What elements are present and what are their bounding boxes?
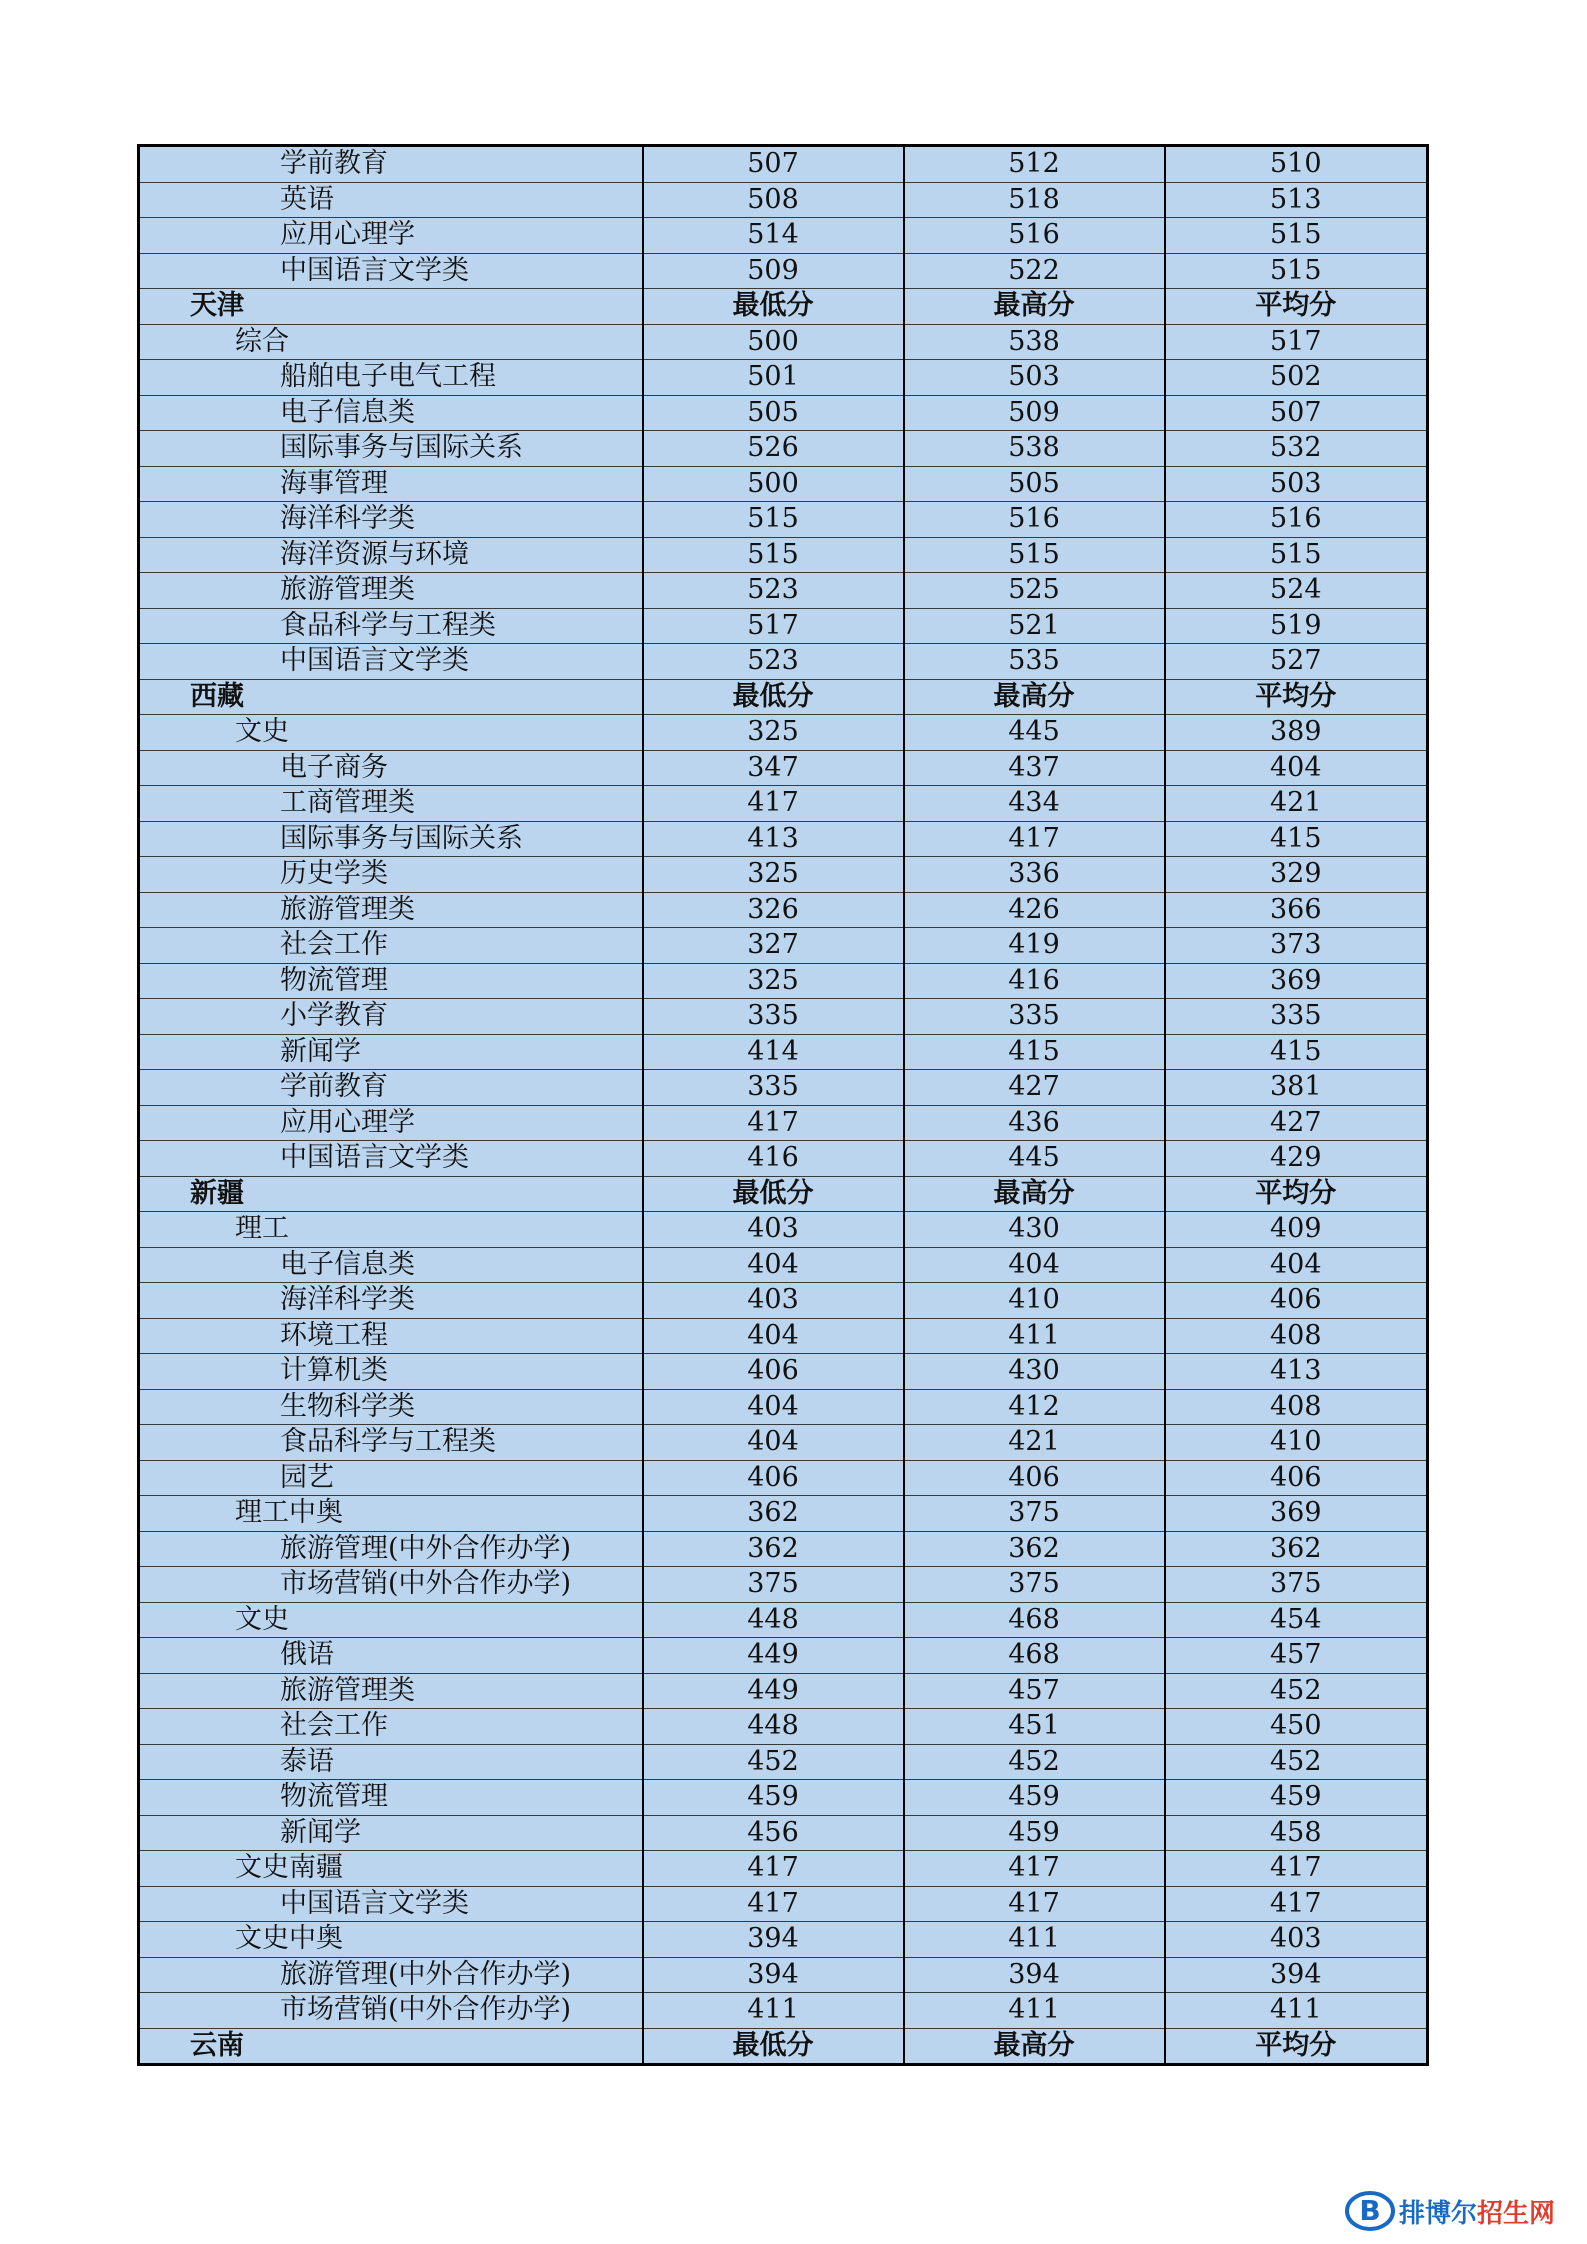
avg-score-cell: 532 (1165, 431, 1428, 467)
avg-score-cell: 415 (1165, 1034, 1428, 1070)
table-row (139, 1957, 1428, 1993)
max-score-cell: 538 (904, 431, 1165, 467)
avg-score-cell: 516 (1165, 502, 1428, 538)
avg-score-cell: 411 (1165, 1993, 1428, 2029)
avg-score-cell: 404 (1165, 1247, 1428, 1283)
table-row (139, 821, 1428, 857)
max-score-cell: 505 (904, 466, 1165, 502)
min-score-cell: 335 (643, 1070, 904, 1106)
avg-score-cell: 404 (1165, 750, 1428, 786)
table-row (139, 1354, 1428, 1390)
max-score-cell: 503 (904, 360, 1165, 396)
row-name-cell: 学前教育 (139, 146, 643, 183)
row-name-cell: 中国语言文学类 (139, 1141, 643, 1177)
table-row (139, 431, 1428, 467)
avg-score-cell: 515 (1165, 537, 1428, 573)
max-score-cell: 445 (904, 715, 1165, 751)
avg-score-cell: 平均分 (1165, 1176, 1428, 1212)
table-row (139, 1460, 1428, 1496)
max-score-cell: 451 (904, 1709, 1165, 1745)
table-row (139, 1070, 1428, 1106)
avg-score-cell: 429 (1165, 1141, 1428, 1177)
row-name-cell: 电子商务 (139, 750, 643, 786)
table-row (139, 750, 1428, 786)
row-name-cell: 生物科学类 (139, 1389, 643, 1425)
table-row (139, 644, 1428, 680)
max-score-cell: 516 (904, 502, 1165, 538)
avg-score-cell: 394 (1165, 1957, 1428, 1993)
min-score-cell: 505 (643, 395, 904, 431)
avg-score-cell: 450 (1165, 1709, 1428, 1745)
min-score-cell: 509 (643, 253, 904, 289)
table-row (139, 963, 1428, 999)
row-name-cell: 文史中奥 (139, 1922, 643, 1958)
row-name-cell: 海洋资源与环境 (139, 537, 643, 573)
row-name-cell: 园艺 (139, 1460, 643, 1496)
avg-score-cell: 427 (1165, 1105, 1428, 1141)
table-row (139, 1709, 1428, 1745)
row-name-cell: 海洋科学类 (139, 1283, 643, 1319)
avg-score-cell: 406 (1165, 1460, 1428, 1496)
max-score-cell: 412 (904, 1389, 1165, 1425)
min-score-cell: 404 (643, 1318, 904, 1354)
avg-score-cell: 454 (1165, 1602, 1428, 1638)
row-name-cell: 中国语言文学类 (139, 1886, 643, 1922)
table-row (139, 1886, 1428, 1922)
max-score-cell: 468 (904, 1638, 1165, 1674)
brand-logo-icon (1345, 2186, 1395, 2236)
avg-score-cell: 平均分 (1165, 679, 1428, 715)
min-score-cell: 394 (643, 1957, 904, 1993)
max-score-cell: 445 (904, 1141, 1165, 1177)
min-score-cell: 449 (643, 1638, 904, 1674)
max-score-cell: 468 (904, 1602, 1165, 1638)
max-score-cell: 427 (904, 1070, 1165, 1106)
row-name-cell: 新闻学 (139, 1034, 643, 1070)
min-score-cell: 406 (643, 1354, 904, 1390)
avg-score-cell: 375 (1165, 1567, 1428, 1603)
row-name-cell: 电子信息类 (139, 395, 643, 431)
row-name-cell: 旅游管理类 (139, 892, 643, 928)
max-score-cell: 335 (904, 999, 1165, 1035)
avg-score-cell: 510 (1165, 146, 1428, 183)
avg-score-cell: 415 (1165, 821, 1428, 857)
avg-score-cell: 366 (1165, 892, 1428, 928)
row-name-cell: 俄语 (139, 1638, 643, 1674)
row-name-cell: 国际事务与国际关系 (139, 431, 643, 467)
table-row (139, 892, 1428, 928)
min-score-cell: 375 (643, 1567, 904, 1603)
max-score-cell: 最高分 (904, 2028, 1165, 2065)
min-score-cell: 404 (643, 1389, 904, 1425)
max-score-cell: 375 (904, 1567, 1165, 1603)
min-score-cell: 452 (643, 1744, 904, 1780)
row-name-cell: 船舶电子电气工程 (139, 360, 643, 396)
row-name-cell: 历史学类 (139, 857, 643, 893)
avg-score-cell: 362 (1165, 1531, 1428, 1567)
table-row (139, 928, 1428, 964)
max-score-cell: 515 (904, 537, 1165, 573)
min-score-cell: 526 (643, 431, 904, 467)
max-score-cell: 410 (904, 1283, 1165, 1319)
min-score-cell: 515 (643, 502, 904, 538)
min-score-cell: 417 (643, 1886, 904, 1922)
table-row (139, 1247, 1428, 1283)
row-name-cell: 市场营销(中外合作办学) (139, 1567, 643, 1603)
avg-score-cell: 403 (1165, 1922, 1428, 1958)
avg-score-cell: 平均分 (1165, 2028, 1428, 2065)
avg-score-cell: 平均分 (1165, 289, 1428, 325)
min-score-cell: 448 (643, 1602, 904, 1638)
max-score-cell: 417 (904, 821, 1165, 857)
table-row (139, 608, 1428, 644)
max-score-cell: 518 (904, 182, 1165, 218)
row-name-cell: 市场营销(中外合作办学) (139, 1993, 643, 2029)
row-name-cell: 海事管理 (139, 466, 643, 502)
min-score-cell: 514 (643, 218, 904, 254)
table-row (139, 1993, 1428, 2029)
max-score-cell: 416 (904, 963, 1165, 999)
min-score-cell: 394 (643, 1922, 904, 1958)
max-score-cell: 436 (904, 1105, 1165, 1141)
region-header-row (139, 2028, 1428, 2065)
avg-score-cell: 369 (1165, 963, 1428, 999)
avg-score-cell: 417 (1165, 1851, 1428, 1887)
min-score-cell: 最低分 (643, 2028, 904, 2065)
row-name-cell: 泰语 (139, 1744, 643, 1780)
score-table-body (139, 146, 1428, 2065)
table-row (139, 1531, 1428, 1567)
row-name-cell: 新疆 (139, 1176, 643, 1212)
watermark-text (1399, 2193, 1555, 2230)
max-score-cell: 430 (904, 1354, 1165, 1390)
row-name-cell: 工商管理类 (139, 786, 643, 822)
min-score-cell: 508 (643, 182, 904, 218)
table-row (139, 537, 1428, 573)
table-row (139, 395, 1428, 431)
row-name-cell: 应用心理学 (139, 1105, 643, 1141)
table-row (139, 1141, 1428, 1177)
max-score-cell: 394 (904, 1957, 1165, 1993)
max-score-cell: 459 (904, 1815, 1165, 1851)
watermark-text-accent: 招生网 (1477, 2198, 1556, 2229)
logo-letter: B (1359, 2194, 1381, 2227)
avg-score-cell: 513 (1165, 182, 1428, 218)
min-score-cell: 411 (643, 1993, 904, 2029)
avg-score-cell: 458 (1165, 1815, 1428, 1851)
table-row (139, 146, 1428, 183)
min-score-cell: 500 (643, 324, 904, 360)
max-score-cell: 419 (904, 928, 1165, 964)
max-score-cell: 336 (904, 857, 1165, 893)
avg-score-cell: 502 (1165, 360, 1428, 396)
min-score-cell: 416 (643, 1141, 904, 1177)
min-score-cell: 517 (643, 608, 904, 644)
avg-score-cell: 452 (1165, 1673, 1428, 1709)
max-score-cell: 最高分 (904, 1176, 1165, 1212)
watermark-text-main: 排博尔 (1399, 2198, 1478, 2229)
max-score-cell: 404 (904, 1247, 1165, 1283)
min-score-cell: 404 (643, 1425, 904, 1461)
table-row (139, 1389, 1428, 1425)
row-name-cell: 物流管理 (139, 963, 643, 999)
table-row (139, 1638, 1428, 1674)
min-score-cell: 347 (643, 750, 904, 786)
max-score-cell: 538 (904, 324, 1165, 360)
table-row (139, 1105, 1428, 1141)
min-score-cell: 404 (643, 1247, 904, 1283)
region-header-row (139, 679, 1428, 715)
table-row (139, 857, 1428, 893)
table-row (139, 786, 1428, 822)
row-name-cell: 天津 (139, 289, 643, 325)
min-score-cell: 325 (643, 963, 904, 999)
max-score-cell: 522 (904, 253, 1165, 289)
max-score-cell: 417 (904, 1851, 1165, 1887)
row-name-cell: 西藏 (139, 679, 643, 715)
min-score-cell: 417 (643, 1105, 904, 1141)
row-name-cell: 旅游管理类 (139, 573, 643, 609)
row-name-cell: 社会工作 (139, 1709, 643, 1745)
avg-score-cell: 413 (1165, 1354, 1428, 1390)
min-score-cell: 456 (643, 1815, 904, 1851)
max-score-cell: 512 (904, 146, 1165, 183)
table-row (139, 1744, 1428, 1780)
row-name-cell: 中国语言文学类 (139, 253, 643, 289)
row-name-cell: 国际事务与国际关系 (139, 821, 643, 857)
watermark (1345, 2186, 1555, 2236)
category-row (139, 1922, 1428, 1958)
category-row (139, 1851, 1428, 1887)
row-name-cell: 理工 (139, 1212, 643, 1248)
table-row (139, 1815, 1428, 1851)
row-name-cell: 物流管理 (139, 1780, 643, 1816)
max-score-cell: 415 (904, 1034, 1165, 1070)
max-score-cell: 437 (904, 750, 1165, 786)
max-score-cell: 421 (904, 1425, 1165, 1461)
min-score-cell: 326 (643, 892, 904, 928)
avg-score-cell: 408 (1165, 1318, 1428, 1354)
avg-score-cell: 335 (1165, 999, 1428, 1035)
avg-score-cell: 406 (1165, 1283, 1428, 1319)
score-table (137, 144, 1429, 2066)
max-score-cell: 411 (904, 1993, 1165, 2029)
min-score-cell: 417 (643, 1851, 904, 1887)
avg-score-cell: 409 (1165, 1212, 1428, 1248)
min-score-cell: 417 (643, 786, 904, 822)
avg-score-cell: 527 (1165, 644, 1428, 680)
max-score-cell: 375 (904, 1496, 1165, 1532)
max-score-cell: 525 (904, 573, 1165, 609)
table-row (139, 218, 1428, 254)
avg-score-cell: 519 (1165, 608, 1428, 644)
min-score-cell: 500 (643, 466, 904, 502)
min-score-cell: 325 (643, 857, 904, 893)
row-name-cell: 理工中奥 (139, 1496, 643, 1532)
table-row (139, 1283, 1428, 1319)
min-score-cell: 最低分 (643, 289, 904, 325)
row-name-cell: 小学教育 (139, 999, 643, 1035)
min-score-cell: 501 (643, 360, 904, 396)
category-row (139, 1602, 1428, 1638)
min-score-cell: 335 (643, 999, 904, 1035)
avg-score-cell: 369 (1165, 1496, 1428, 1532)
table-row (139, 253, 1428, 289)
min-score-cell: 最低分 (643, 1176, 904, 1212)
table-row (139, 1425, 1428, 1461)
avg-score-cell: 389 (1165, 715, 1428, 751)
avg-score-cell: 373 (1165, 928, 1428, 964)
avg-score-cell: 381 (1165, 1070, 1428, 1106)
table-row (139, 1673, 1428, 1709)
avg-score-cell: 517 (1165, 324, 1428, 360)
min-score-cell: 449 (643, 1673, 904, 1709)
table-row (139, 360, 1428, 396)
table-row (139, 1567, 1428, 1603)
table-row (139, 999, 1428, 1035)
avg-score-cell: 507 (1165, 395, 1428, 431)
row-name-cell: 应用心理学 (139, 218, 643, 254)
max-score-cell: 最高分 (904, 289, 1165, 325)
avg-score-cell: 421 (1165, 786, 1428, 822)
max-score-cell: 最高分 (904, 679, 1165, 715)
max-score-cell: 430 (904, 1212, 1165, 1248)
avg-score-cell: 417 (1165, 1886, 1428, 1922)
avg-score-cell: 452 (1165, 1744, 1428, 1780)
row-name-cell: 海洋科学类 (139, 502, 643, 538)
table-row (139, 1780, 1428, 1816)
avg-score-cell: 329 (1165, 857, 1428, 893)
avg-score-cell: 410 (1165, 1425, 1428, 1461)
min-score-cell: 327 (643, 928, 904, 964)
region-header-row (139, 289, 1428, 325)
region-header-row (139, 1176, 1428, 1212)
max-score-cell: 406 (904, 1460, 1165, 1496)
max-score-cell: 411 (904, 1318, 1165, 1354)
category-row (139, 1212, 1428, 1248)
table-row (139, 182, 1428, 218)
avg-score-cell: 515 (1165, 218, 1428, 254)
min-score-cell: 403 (643, 1212, 904, 1248)
max-score-cell: 459 (904, 1780, 1165, 1816)
row-name-cell: 文史南疆 (139, 1851, 643, 1887)
row-name-cell: 电子信息类 (139, 1247, 643, 1283)
table-row (139, 502, 1428, 538)
row-name-cell: 计算机类 (139, 1354, 643, 1390)
min-score-cell: 325 (643, 715, 904, 751)
min-score-cell: 406 (643, 1460, 904, 1496)
row-name-cell: 旅游管理(中外合作办学) (139, 1531, 643, 1567)
min-score-cell: 459 (643, 1780, 904, 1816)
row-name-cell: 综合 (139, 324, 643, 360)
min-score-cell: 523 (643, 644, 904, 680)
row-name-cell: 学前教育 (139, 1070, 643, 1106)
max-score-cell: 411 (904, 1922, 1165, 1958)
row-name-cell: 环境工程 (139, 1318, 643, 1354)
min-score-cell: 413 (643, 821, 904, 857)
row-name-cell: 中国语言文学类 (139, 644, 643, 680)
row-name-cell: 文史 (139, 1602, 643, 1638)
max-score-cell: 426 (904, 892, 1165, 928)
avg-score-cell: 408 (1165, 1389, 1428, 1425)
min-score-cell: 414 (643, 1034, 904, 1070)
min-score-cell: 403 (643, 1283, 904, 1319)
max-score-cell: 521 (904, 608, 1165, 644)
min-score-cell: 448 (643, 1709, 904, 1745)
category-row (139, 324, 1428, 360)
max-score-cell: 535 (904, 644, 1165, 680)
avg-score-cell: 459 (1165, 1780, 1428, 1816)
max-score-cell: 516 (904, 218, 1165, 254)
avg-score-cell: 524 (1165, 573, 1428, 609)
row-name-cell: 食品科学与工程类 (139, 608, 643, 644)
row-name-cell: 新闻学 (139, 1815, 643, 1851)
table-row (139, 466, 1428, 502)
max-score-cell: 509 (904, 395, 1165, 431)
avg-score-cell: 457 (1165, 1638, 1428, 1674)
min-score-cell: 515 (643, 537, 904, 573)
max-score-cell: 362 (904, 1531, 1165, 1567)
min-score-cell: 最低分 (643, 679, 904, 715)
min-score-cell: 523 (643, 573, 904, 609)
row-name-cell: 旅游管理(中外合作办学) (139, 1957, 643, 1993)
row-name-cell: 文史 (139, 715, 643, 751)
table-row (139, 1034, 1428, 1070)
avg-score-cell: 503 (1165, 466, 1428, 502)
max-score-cell: 452 (904, 1744, 1165, 1780)
table-row (139, 1318, 1428, 1354)
row-name-cell: 旅游管理类 (139, 1673, 643, 1709)
row-name-cell: 社会工作 (139, 928, 643, 964)
table-row (139, 573, 1428, 609)
avg-score-cell: 515 (1165, 253, 1428, 289)
row-name-cell: 食品科学与工程类 (139, 1425, 643, 1461)
max-score-cell: 434 (904, 786, 1165, 822)
min-score-cell: 362 (643, 1496, 904, 1532)
row-name-cell: 云南 (139, 2028, 643, 2065)
max-score-cell: 457 (904, 1673, 1165, 1709)
category-row (139, 1496, 1428, 1532)
category-row (139, 715, 1428, 751)
min-score-cell: 362 (643, 1531, 904, 1567)
row-name-cell: 英语 (139, 182, 643, 218)
max-score-cell: 417 (904, 1886, 1165, 1922)
min-score-cell: 507 (643, 146, 904, 183)
